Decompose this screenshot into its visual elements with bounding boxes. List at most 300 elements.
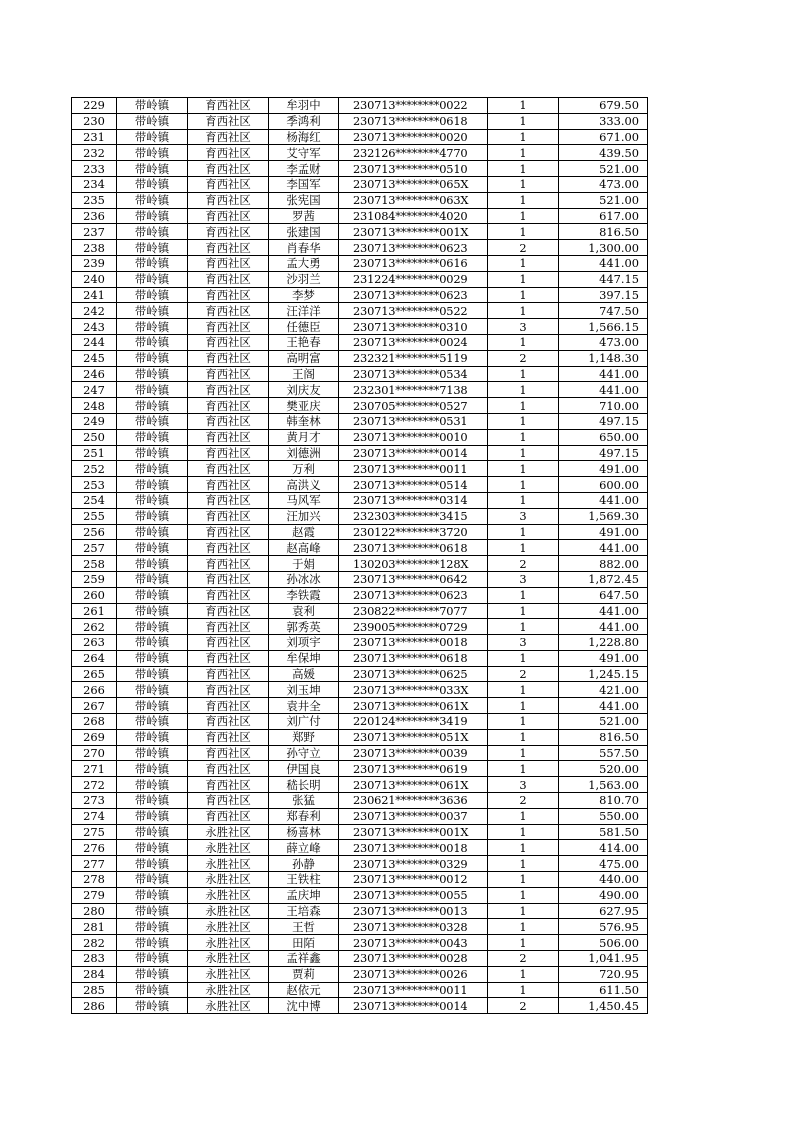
row-number: 246 xyxy=(72,366,117,382)
town-cell: 带岭镇 xyxy=(117,413,188,429)
id-number-cell: 230705********0527 xyxy=(339,398,488,414)
community-cell: 永胜社区 xyxy=(188,872,269,888)
row-number: 261 xyxy=(72,603,117,619)
town-cell: 带岭镇 xyxy=(117,129,188,145)
household-count-cell: 1 xyxy=(488,919,559,935)
name-cell: 孙冰冰 xyxy=(269,571,339,587)
community-cell: 育西社区 xyxy=(188,413,269,429)
row-number: 239 xyxy=(72,255,117,271)
community-cell: 育西社区 xyxy=(188,477,269,493)
household-count-cell: 1 xyxy=(488,413,559,429)
id-number-cell: 230713********0618 xyxy=(339,113,488,129)
name-cell: 沙羽兰 xyxy=(269,271,339,287)
household-count-cell: 1 xyxy=(488,208,559,224)
town-cell: 带岭镇 xyxy=(117,729,188,745)
name-cell: 季鸿利 xyxy=(269,113,339,129)
community-cell: 永胜社区 xyxy=(188,824,269,840)
id-number-cell: 230713********0314 xyxy=(339,492,488,508)
id-number-cell: 230713********0522 xyxy=(339,303,488,319)
amount-cell: 679.50 xyxy=(559,98,648,114)
id-number-cell: 230713********0043 xyxy=(339,935,488,951)
id-number-cell: 230713********0014 xyxy=(339,445,488,461)
id-number-cell: 230621********3636 xyxy=(339,793,488,809)
town-cell: 带岭镇 xyxy=(117,603,188,619)
community-cell: 育西社区 xyxy=(188,540,269,556)
town-cell: 带岭镇 xyxy=(117,98,188,114)
household-count-cell: 2 xyxy=(488,240,559,256)
table-row xyxy=(72,998,648,1014)
id-number-cell: 230713********0018 xyxy=(339,840,488,856)
row-number: 248 xyxy=(72,398,117,414)
household-count-cell: 2 xyxy=(488,998,559,1014)
table-row xyxy=(72,398,648,414)
community-cell: 育西社区 xyxy=(188,113,269,129)
table-row xyxy=(72,413,648,429)
community-cell: 永胜社区 xyxy=(188,935,269,951)
row-number: 229 xyxy=(72,98,117,114)
town-cell: 带岭镇 xyxy=(117,903,188,919)
name-cell: 李梦 xyxy=(269,287,339,303)
name-cell: 李孟财 xyxy=(269,161,339,177)
id-number-cell: 220124********3419 xyxy=(339,714,488,730)
household-count-cell: 3 xyxy=(488,319,559,335)
table-row xyxy=(72,477,648,493)
table-row xyxy=(72,951,648,967)
row-number: 250 xyxy=(72,429,117,445)
community-cell: 育西社区 xyxy=(188,461,269,477)
row-number: 235 xyxy=(72,192,117,208)
household-count-cell: 1 xyxy=(488,603,559,619)
community-cell: 育西社区 xyxy=(188,556,269,572)
household-count-cell: 1 xyxy=(488,824,559,840)
row-number: 285 xyxy=(72,982,117,998)
row-number: 234 xyxy=(72,176,117,192)
row-number: 281 xyxy=(72,919,117,935)
amount-cell: 441.00 xyxy=(559,366,648,382)
id-number-cell: 230122********3720 xyxy=(339,524,488,540)
id-number-cell: 230713********0616 xyxy=(339,255,488,271)
name-cell: 于娟 xyxy=(269,556,339,572)
name-cell: 肖春华 xyxy=(269,240,339,256)
table-row xyxy=(72,808,648,824)
household-count-cell: 1 xyxy=(488,445,559,461)
community-cell: 育西社区 xyxy=(188,192,269,208)
name-cell: 刘广付 xyxy=(269,714,339,730)
amount-cell: 520.00 xyxy=(559,761,648,777)
household-count-cell: 1 xyxy=(488,477,559,493)
town-cell: 带岭镇 xyxy=(117,350,188,366)
town-cell: 带岭镇 xyxy=(117,303,188,319)
id-number-cell: 232303********3415 xyxy=(339,508,488,524)
name-cell: 张猛 xyxy=(269,793,339,809)
amount-cell: 441.00 xyxy=(559,619,648,635)
town-cell: 带岭镇 xyxy=(117,192,188,208)
amount-cell: 491.00 xyxy=(559,650,648,666)
household-count-cell: 3 xyxy=(488,571,559,587)
amount-cell: 441.00 xyxy=(559,492,648,508)
town-cell: 带岭镇 xyxy=(117,445,188,461)
town-cell: 带岭镇 xyxy=(117,951,188,967)
community-cell: 育西社区 xyxy=(188,587,269,603)
community-cell: 永胜社区 xyxy=(188,982,269,998)
row-number: 230 xyxy=(72,113,117,129)
name-cell: 樊亚庆 xyxy=(269,398,339,414)
town-cell: 带岭镇 xyxy=(117,382,188,398)
household-count-cell: 1 xyxy=(488,429,559,445)
row-number: 241 xyxy=(72,287,117,303)
community-cell: 育西社区 xyxy=(188,682,269,698)
table-row xyxy=(72,445,648,461)
name-cell: 汪洋洋 xyxy=(269,303,339,319)
id-number-cell: 230713********0618 xyxy=(339,540,488,556)
household-count-cell: 1 xyxy=(488,966,559,982)
community-cell: 育西社区 xyxy=(188,492,269,508)
table-row xyxy=(72,571,648,587)
amount-cell: 441.00 xyxy=(559,698,648,714)
row-number: 264 xyxy=(72,650,117,666)
town-cell: 带岭镇 xyxy=(117,255,188,271)
community-cell: 永胜社区 xyxy=(188,966,269,982)
id-number-cell: 230713********0531 xyxy=(339,413,488,429)
town-cell: 带岭镇 xyxy=(117,793,188,809)
town-cell: 带岭镇 xyxy=(117,714,188,730)
table-row xyxy=(72,682,648,698)
community-cell: 育西社区 xyxy=(188,619,269,635)
amount-cell: 414.00 xyxy=(559,840,648,856)
name-cell: 郑春利 xyxy=(269,808,339,824)
community-cell: 育西社区 xyxy=(188,635,269,651)
name-cell: 马风军 xyxy=(269,492,339,508)
row-number: 249 xyxy=(72,413,117,429)
amount-cell: 671.00 xyxy=(559,129,648,145)
amount-cell: 441.00 xyxy=(559,255,648,271)
table-row xyxy=(72,635,648,651)
table-row xyxy=(72,872,648,888)
id-number-cell: 230713********0037 xyxy=(339,808,488,824)
household-count-cell: 3 xyxy=(488,508,559,524)
id-number-cell: 230713********033X xyxy=(339,682,488,698)
row-number: 258 xyxy=(72,556,117,572)
row-number: 237 xyxy=(72,224,117,240)
amount-cell: 441.00 xyxy=(559,382,648,398)
household-count-cell: 1 xyxy=(488,192,559,208)
amount-cell: 521.00 xyxy=(559,192,648,208)
town-cell: 带岭镇 xyxy=(117,161,188,177)
household-count-cell: 3 xyxy=(488,635,559,651)
table-row xyxy=(72,982,648,998)
name-cell: 袁利 xyxy=(269,603,339,619)
amount-cell: 1,041.95 xyxy=(559,951,648,967)
name-cell: 王培森 xyxy=(269,903,339,919)
row-number: 282 xyxy=(72,935,117,951)
town-cell: 带岭镇 xyxy=(117,650,188,666)
id-number-cell: 230713********0020 xyxy=(339,129,488,145)
amount-cell: 816.50 xyxy=(559,729,648,745)
town-cell: 带岭镇 xyxy=(117,287,188,303)
amount-cell: 1,872.45 xyxy=(559,571,648,587)
table-row xyxy=(72,935,648,951)
town-cell: 带岭镇 xyxy=(117,524,188,540)
community-cell: 永胜社区 xyxy=(188,903,269,919)
id-number-cell: 230713********0026 xyxy=(339,966,488,982)
household-count-cell: 1 xyxy=(488,145,559,161)
amount-cell: 1,450.45 xyxy=(559,998,648,1014)
community-cell: 永胜社区 xyxy=(188,998,269,1014)
amount-cell: 1,566.15 xyxy=(559,319,648,335)
amount-cell: 473.00 xyxy=(559,334,648,350)
amount-cell: 1,228.80 xyxy=(559,635,648,651)
row-number: 231 xyxy=(72,129,117,145)
row-number: 267 xyxy=(72,698,117,714)
community-cell: 育西社区 xyxy=(188,398,269,414)
row-number: 263 xyxy=(72,635,117,651)
amount-cell: 1,245.15 xyxy=(559,666,648,682)
id-number-cell: 130203********128X xyxy=(339,556,488,572)
amount-cell: 1,300.00 xyxy=(559,240,648,256)
household-count-cell: 1 xyxy=(488,903,559,919)
household-count-cell: 1 xyxy=(488,271,559,287)
row-number: 251 xyxy=(72,445,117,461)
row-number: 277 xyxy=(72,856,117,872)
town-cell: 带岭镇 xyxy=(117,477,188,493)
row-number: 280 xyxy=(72,903,117,919)
table-row xyxy=(72,714,648,730)
name-cell: 杨喜林 xyxy=(269,824,339,840)
household-count-cell: 1 xyxy=(488,98,559,114)
amount-cell: 1,563.00 xyxy=(559,777,648,793)
community-cell: 育西社区 xyxy=(188,666,269,682)
household-count-cell: 1 xyxy=(488,650,559,666)
town-cell: 带岭镇 xyxy=(117,824,188,840)
town-cell: 带岭镇 xyxy=(117,777,188,793)
id-number-cell: 230713********0018 xyxy=(339,635,488,651)
name-cell: 李国军 xyxy=(269,176,339,192)
id-number-cell: 230713********0625 xyxy=(339,666,488,682)
row-number: 266 xyxy=(72,682,117,698)
household-count-cell: 2 xyxy=(488,666,559,682)
community-cell: 育西社区 xyxy=(188,777,269,793)
name-cell: 王艳春 xyxy=(269,334,339,350)
table-row xyxy=(72,492,648,508)
household-count-cell: 1 xyxy=(488,287,559,303)
table-row xyxy=(72,793,648,809)
town-cell: 带岭镇 xyxy=(117,240,188,256)
household-count-cell: 1 xyxy=(488,303,559,319)
amount-cell: 441.00 xyxy=(559,603,648,619)
amount-cell: 491.00 xyxy=(559,461,648,477)
amount-cell: 447.15 xyxy=(559,271,648,287)
name-cell: 孙静 xyxy=(269,856,339,872)
row-number: 232 xyxy=(72,145,117,161)
row-number: 242 xyxy=(72,303,117,319)
row-number: 283 xyxy=(72,951,117,967)
id-number-cell: 230713********0012 xyxy=(339,872,488,888)
amount-cell: 1,569.30 xyxy=(559,508,648,524)
amount-cell: 611.50 xyxy=(559,982,648,998)
household-count-cell: 2 xyxy=(488,793,559,809)
amount-cell: 581.50 xyxy=(559,824,648,840)
household-count-cell: 1 xyxy=(488,808,559,824)
row-number: 247 xyxy=(72,382,117,398)
amount-cell: 497.15 xyxy=(559,413,648,429)
id-number-cell: 230713********0514 xyxy=(339,477,488,493)
row-number: 252 xyxy=(72,461,117,477)
name-cell: 赵霞 xyxy=(269,524,339,540)
amount-cell: 816.50 xyxy=(559,224,648,240)
amount-cell: 397.15 xyxy=(559,287,648,303)
table-row xyxy=(72,208,648,224)
household-count-cell: 1 xyxy=(488,698,559,714)
town-cell: 带岭镇 xyxy=(117,556,188,572)
table-row xyxy=(72,161,648,177)
row-number: 278 xyxy=(72,872,117,888)
id-number-cell: 230713********061X xyxy=(339,698,488,714)
name-cell: 刘庆友 xyxy=(269,382,339,398)
table-row xyxy=(72,556,648,572)
household-count-cell: 1 xyxy=(488,176,559,192)
amount-cell: 441.00 xyxy=(559,540,648,556)
community-cell: 育西社区 xyxy=(188,793,269,809)
name-cell: 张宪国 xyxy=(269,192,339,208)
table-row xyxy=(72,382,648,398)
name-cell: 高洪义 xyxy=(269,477,339,493)
row-number: 236 xyxy=(72,208,117,224)
id-number-cell: 230713********001X xyxy=(339,224,488,240)
community-cell: 育西社区 xyxy=(188,98,269,114)
amount-cell: 810.70 xyxy=(559,793,648,809)
row-number: 257 xyxy=(72,540,117,556)
name-cell: 王铁柱 xyxy=(269,872,339,888)
town-cell: 带岭镇 xyxy=(117,492,188,508)
row-number: 274 xyxy=(72,808,117,824)
household-count-cell: 2 xyxy=(488,350,559,366)
community-cell: 育西社区 xyxy=(188,240,269,256)
row-number: 272 xyxy=(72,777,117,793)
household-count-cell: 1 xyxy=(488,255,559,271)
town-cell: 带岭镇 xyxy=(117,761,188,777)
household-count-cell: 1 xyxy=(488,224,559,240)
name-cell: 黄月才 xyxy=(269,429,339,445)
town-cell: 带岭镇 xyxy=(117,334,188,350)
table-row xyxy=(72,240,648,256)
id-number-cell: 232301********7138 xyxy=(339,382,488,398)
amount-cell: 475.00 xyxy=(559,856,648,872)
id-number-cell: 230713********0013 xyxy=(339,903,488,919)
row-number: 270 xyxy=(72,745,117,761)
amount-cell: 882.00 xyxy=(559,556,648,572)
id-number-cell: 230713********0642 xyxy=(339,571,488,587)
name-cell: 孟祥鑫 xyxy=(269,951,339,967)
row-number: 245 xyxy=(72,350,117,366)
amount-cell: 720.95 xyxy=(559,966,648,982)
id-number-cell: 230713********0024 xyxy=(339,334,488,350)
table-row xyxy=(72,334,648,350)
community-cell: 育西社区 xyxy=(188,524,269,540)
id-number-cell: 230713********0510 xyxy=(339,161,488,177)
name-cell: 汪加兴 xyxy=(269,508,339,524)
amount-cell: 440.00 xyxy=(559,872,648,888)
row-number: 255 xyxy=(72,508,117,524)
name-cell: 任德臣 xyxy=(269,319,339,335)
id-number-cell: 230713********0039 xyxy=(339,745,488,761)
amount-cell: 490.00 xyxy=(559,887,648,903)
town-cell: 带岭镇 xyxy=(117,571,188,587)
household-count-cell: 1 xyxy=(488,872,559,888)
community-cell: 育西社区 xyxy=(188,255,269,271)
table-row xyxy=(72,98,648,114)
table-row xyxy=(72,966,648,982)
town-cell: 带岭镇 xyxy=(117,224,188,240)
community-cell: 育西社区 xyxy=(188,729,269,745)
table-row xyxy=(72,366,648,382)
row-number: 279 xyxy=(72,887,117,903)
id-number-cell: 230713********0534 xyxy=(339,366,488,382)
name-cell: 李铁霞 xyxy=(269,587,339,603)
table-row xyxy=(72,461,648,477)
id-number-cell: 230713********0011 xyxy=(339,461,488,477)
name-cell: 沈中博 xyxy=(269,998,339,1014)
table-row xyxy=(72,303,648,319)
table-row xyxy=(72,176,648,192)
id-number-cell: 230713********0310 xyxy=(339,319,488,335)
row-number: 238 xyxy=(72,240,117,256)
table-row xyxy=(72,129,648,145)
community-cell: 育西社区 xyxy=(188,224,269,240)
household-count-cell: 1 xyxy=(488,540,559,556)
id-number-cell: 232321********5119 xyxy=(339,350,488,366)
row-number: 240 xyxy=(72,271,117,287)
table-row xyxy=(72,524,648,540)
community-cell: 育西社区 xyxy=(188,808,269,824)
household-count-cell: 1 xyxy=(488,840,559,856)
amount-cell: 600.00 xyxy=(559,477,648,493)
town-cell: 带岭镇 xyxy=(117,982,188,998)
table-row xyxy=(72,255,648,271)
name-cell: 郭秀英 xyxy=(269,619,339,635)
household-count-cell: 1 xyxy=(488,113,559,129)
town-cell: 带岭镇 xyxy=(117,808,188,824)
row-number: 284 xyxy=(72,966,117,982)
id-number-cell: 230713********0618 xyxy=(339,650,488,666)
amount-cell: 710.00 xyxy=(559,398,648,414)
row-number: 259 xyxy=(72,571,117,587)
table-row xyxy=(72,745,648,761)
table-row xyxy=(72,619,648,635)
household-count-cell: 1 xyxy=(488,461,559,477)
name-cell: 孟大勇 xyxy=(269,255,339,271)
town-cell: 带岭镇 xyxy=(117,366,188,382)
town-cell: 带岭镇 xyxy=(117,319,188,335)
table-row xyxy=(72,540,648,556)
household-count-cell: 2 xyxy=(488,951,559,967)
community-cell: 育西社区 xyxy=(188,303,269,319)
household-count-cell: 2 xyxy=(488,556,559,572)
amount-cell: 576.95 xyxy=(559,919,648,935)
community-cell: 永胜社区 xyxy=(188,840,269,856)
id-number-cell: 230713********0329 xyxy=(339,856,488,872)
name-cell: 王阁 xyxy=(269,366,339,382)
table-row xyxy=(72,350,648,366)
town-cell: 带岭镇 xyxy=(117,540,188,556)
amount-cell: 506.00 xyxy=(559,935,648,951)
name-cell: 韩奎林 xyxy=(269,413,339,429)
row-number: 243 xyxy=(72,319,117,335)
table-row xyxy=(72,824,648,840)
town-cell: 带岭镇 xyxy=(117,145,188,161)
amount-cell: 497.15 xyxy=(559,445,648,461)
household-count-cell: 1 xyxy=(488,856,559,872)
table-row xyxy=(72,856,648,872)
